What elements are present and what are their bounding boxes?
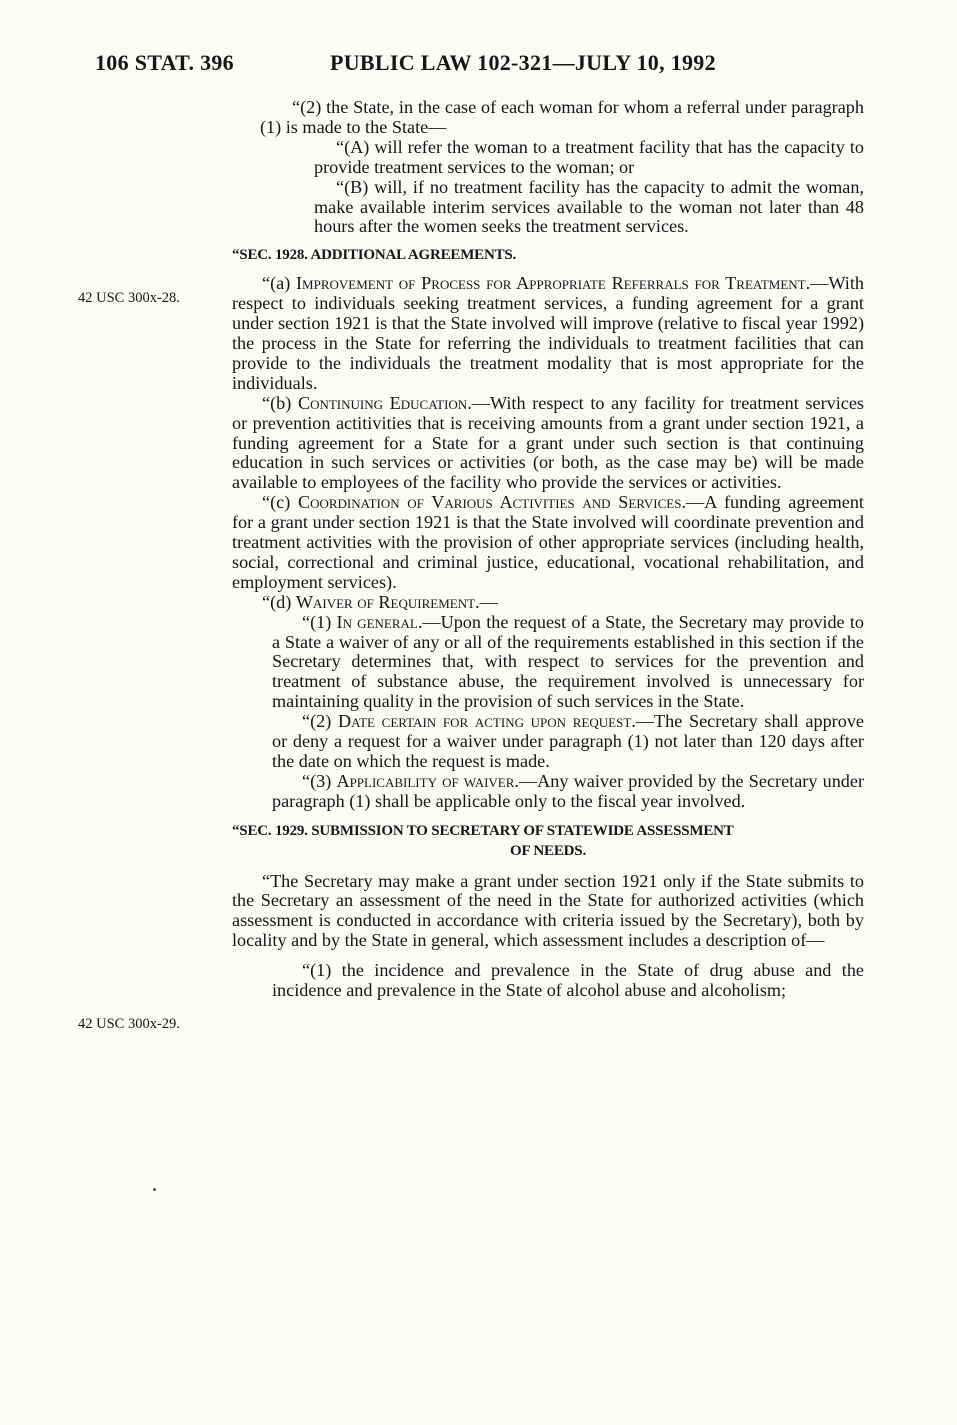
margin-note-usc-1928: 42 USC 300x-28. [78, 290, 180, 306]
subsection-d-heading: Waiver of Requirement. [295, 591, 480, 612]
paragraph-d2-text: —The Secretary shall approve or deny a request for a waiver under paragraph (1) not later than 120 days after the date on which the request is made. [272, 711, 864, 771]
section-1929-heading [232, 822, 864, 862]
subsection-b-label: “(b) [262, 392, 298, 413]
subsection-c-text: —A funding agreement for a grant under section 1921 is that the State involved will coordinate prevention and treatment activities with the provision of other appropriate services (including health, social, correctional and criminal justice, educational, vocational rehabilitation, and employment services). [232, 492, 864, 592]
margin-note-usc-1929: 42 USC 300x-29. [78, 1016, 180, 1032]
stray-mark [153, 1188, 156, 1191]
statute-body [232, 98, 864, 1001]
section-1929-paragraph-1: “(1) the incidence and prevalence in the State of drug abuse and the incidence and prevalence in the State of alcohol abuse and alcoholism; [272, 960, 864, 1001]
subsection-c [232, 493, 864, 593]
paragraph-d2-label: “(2) [302, 711, 338, 732]
subsection-d [232, 593, 864, 613]
subsection-c-heading: Coordination of Various Activities and Services. [297, 492, 686, 513]
paragraph-2A: “(A) will refer the woman to a treatment facility that has the capacity to provide treatment services to the woman; or [314, 136, 864, 177]
subsection-d-text: — [479, 591, 498, 612]
paragraph-2: “(2) the State, in the case of each woman for whom a referral under paragraph (1) is made to the State— [260, 97, 864, 137]
subsection-a-text: —With respect to individuals seeking treatment services, a funding agreement for a grant under section 1921 is that the State involved will improve (relative to fiscal year 1992) the process in the State for referring the individuals to treatment facilities that can provide to the individuals the treatment modality that is most appropriate for the individuals. [232, 273, 864, 393]
page-number-header: 106 STAT. 396 [95, 50, 234, 75]
subsection-d-label: “(d) [262, 591, 296, 612]
subsection-a-heading: Improvement of Process for Appropriate Referrals for Treatment. [296, 273, 811, 294]
paragraph-d2-heading: Date certain for acting upon request. [337, 711, 636, 732]
paragraph-d2 [272, 712, 864, 772]
paragraph-d3-heading: Applicability of waiver. [336, 770, 519, 791]
subsection-b-text: —With respect to any facility for treatment services or prevention actitivities that is receiving amounts from a grant under section 1921, a funding agreement for a State for a grant under such section is that continuing education in such services or activities (or both, as the case may be) will be made available to employees of the facility who provide the services or activities. [232, 392, 864, 493]
paragraph-d1 [272, 613, 864, 713]
paragraph-d3-label: “(3) [302, 770, 337, 791]
section-1928-heading: “SEC. 1928. ADDITIONAL AGREEMENTS. [232, 247, 517, 264]
subsection-a [232, 274, 864, 393]
paragraph-d3-text: —Any waiver provided by the Secretary under paragraph (1) shall be applicable only to the fiscal year involved. [272, 770, 865, 811]
paragraph-2B: “(B) will, if no treatment facility has the capacity to admit the woman, make available interim services available to the woman not later than 48 hours after the women seeks the treatment services. [314, 176, 864, 237]
section-1929-heading-line1: “SEC. 1929. SUBMISSION TO SECRETARY OF STATEWIDE ASSESSMENT [232, 822, 734, 839]
subsection-b-heading: Continuing Education. [297, 392, 472, 413]
section-1929-text: “The Secretary may make a grant under section 1921 only if the State submits to the Secretary an assessment of the need in the State for authorized activities (which assessment is conducted in accordance with criteria issued by the Secretary), both by locality and by the State in general, which assessment includes a description of— [232, 870, 864, 951]
paragraph-d1-heading: In general. [336, 611, 423, 632]
running-title: PUBLIC LAW 102-321—JULY 10, 1992 [330, 50, 716, 75]
paragraph-d3 [272, 772, 864, 812]
subsection-c-label: “(c) [262, 492, 298, 513]
section-1929-heading-line2: OF NEEDS. [510, 842, 586, 859]
paragraph-d1-text: —Upon the request of a State, the Secretary may provide to a State a waiver of any or all of the requirements established in this section if the Secretary determines that, with respect to services for the prevention and treatment of substance abuse, the requirement involved is unnecessary for maintaining quality in the provision of such services in the State. [272, 611, 864, 712]
subsection-a-label: “(a) [262, 273, 296, 294]
paragraph-d1-label: “(1) [302, 611, 337, 632]
subsection-b [232, 394, 864, 494]
